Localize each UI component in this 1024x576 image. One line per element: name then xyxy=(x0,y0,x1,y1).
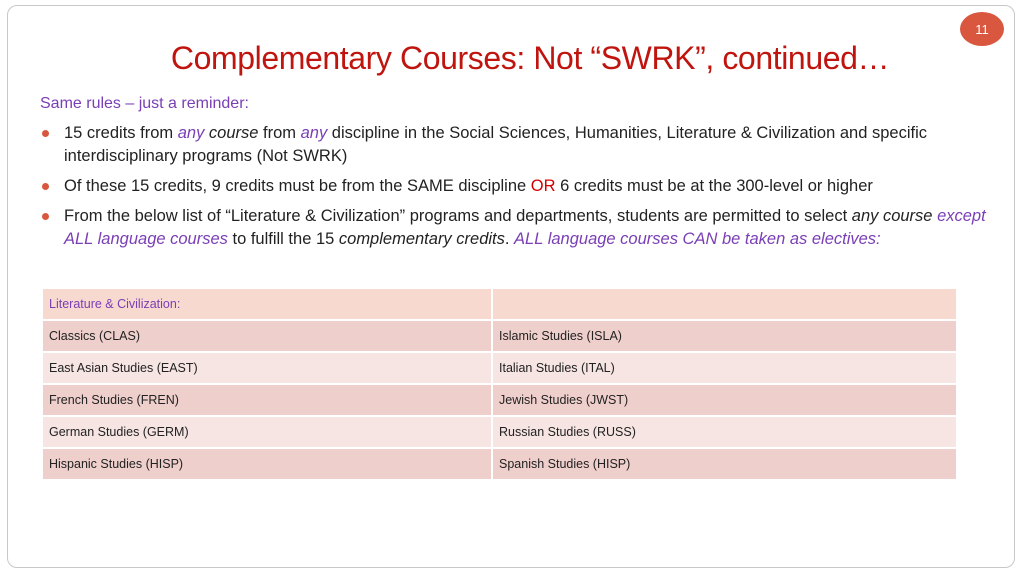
table-header-cell: Literature & Civilization: xyxy=(42,288,492,320)
emphasis-any-course: any course xyxy=(851,207,933,225)
bullet-item xyxy=(40,205,1000,251)
emphasis-complementary: complementary credits xyxy=(338,230,505,248)
table-cell: Spanish Studies (HISP) xyxy=(492,448,957,480)
bullet-text: from xyxy=(258,124,301,142)
bullet-dot-icon xyxy=(42,213,49,220)
table-cell: Hispanic Studies (HISP) xyxy=(42,448,492,480)
bullet-text: discipline in the Social Sciences, Humanities, Literature & Civilization and specific interdisciplinary programs (Not SWRK) xyxy=(64,124,928,165)
table-cell: French Studies (FREN) xyxy=(42,384,492,416)
emphasis-electives: ALL language courses CAN be taken as electives: xyxy=(514,230,881,248)
table-cell: Classics (CLAS) xyxy=(42,320,492,352)
bullet-item xyxy=(40,122,1000,168)
table-row xyxy=(42,320,957,352)
bullet-text: 15 credits from xyxy=(64,124,178,142)
emphasis-course: course xyxy=(204,124,259,142)
bullet-dot-icon xyxy=(42,130,49,137)
table-cell: German Studies (GERM) xyxy=(42,416,492,448)
table-header-cell xyxy=(492,288,957,320)
table-cell: Italian Studies (ITAL) xyxy=(492,352,957,384)
table-cell: Russian Studies (RUSS) xyxy=(492,416,957,448)
emphasis-any: any xyxy=(177,124,205,142)
bullet-dot-icon xyxy=(42,183,49,190)
emphasis-any: any xyxy=(300,124,328,142)
table-row xyxy=(42,416,957,448)
bullet-item xyxy=(40,175,1000,198)
bullet-text: to fulfill the 15 xyxy=(227,230,339,248)
table-header-row xyxy=(42,288,957,320)
bullet-list xyxy=(40,122,1000,258)
bullet-text: . xyxy=(504,230,515,248)
bullet-text: From the below list of “Literature & Civilization” programs and departments, students are permitted to select xyxy=(64,207,852,225)
table-cell: Jewish Studies (JWST) xyxy=(492,384,957,416)
intro-text: Same rules – just a reminder: xyxy=(40,95,249,112)
bullet-text: Of these 15 credits, 9 credits must be from the SAME discipline xyxy=(64,177,531,195)
table-row xyxy=(42,384,957,416)
bullet-text: 6 credits must be at the 300-level or higher xyxy=(555,177,873,195)
programs-table xyxy=(41,287,958,481)
table-row xyxy=(42,448,957,480)
table-cell: East Asian Studies (EAST) xyxy=(42,352,492,384)
page-number-badge: 11 xyxy=(960,12,1004,46)
slide-title: Complementary Courses: Not “SWRK”, continued… xyxy=(170,40,890,76)
emphasis-except: except ALL language courses xyxy=(64,207,986,248)
table-cell: Islamic Studies (ISLA) xyxy=(492,320,957,352)
emphasis-or: OR xyxy=(530,177,556,195)
table-row xyxy=(42,352,957,384)
